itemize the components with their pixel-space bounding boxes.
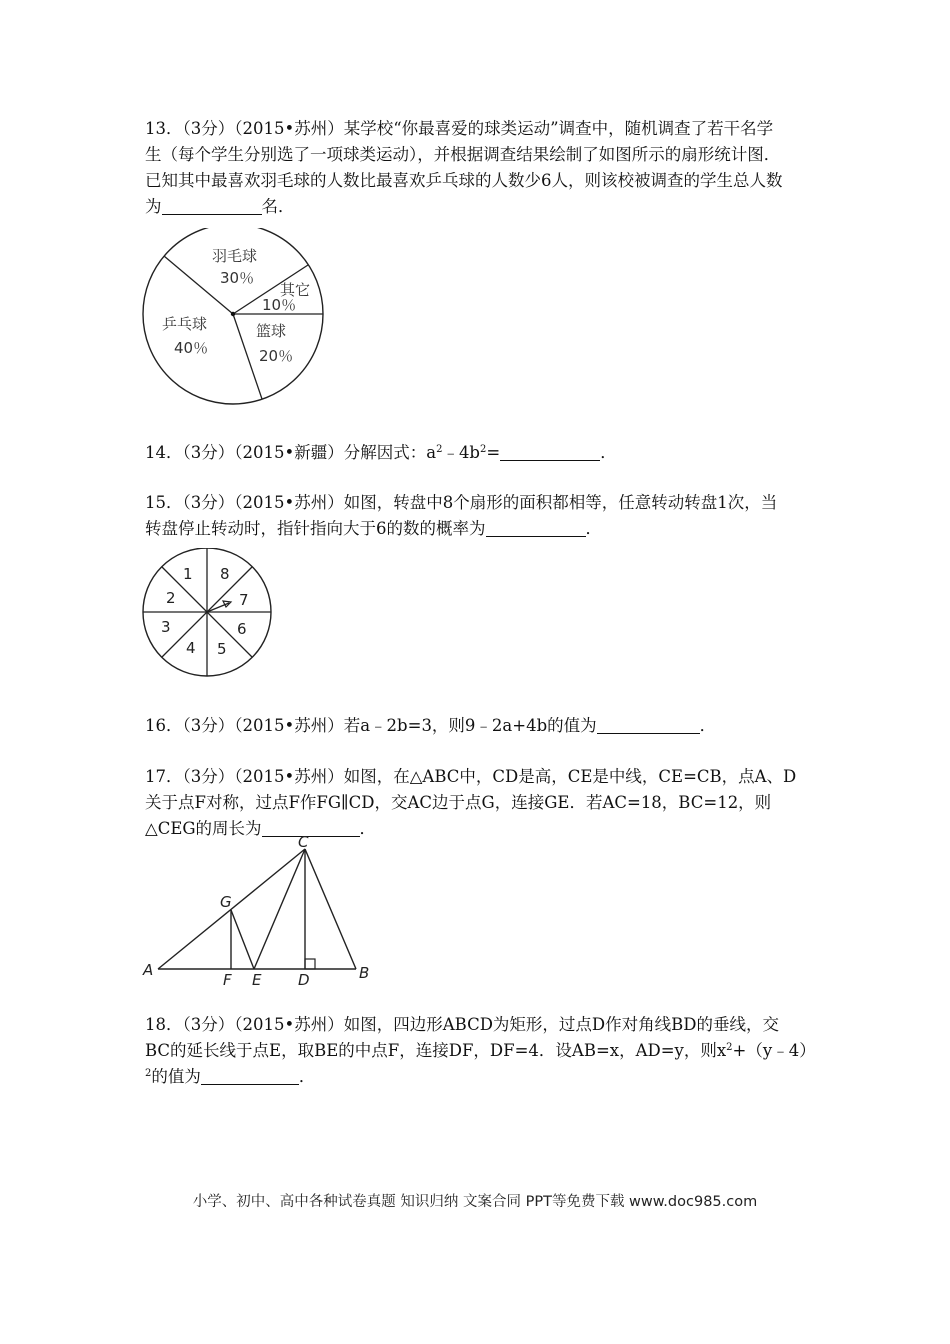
pie-pct-pingpong: 40％ <box>174 339 209 357</box>
q17-line3-pre: △CEG的周长为 <box>145 819 262 838</box>
q18-line1: 18．（3分）（2015•苏州）如图，四边形ABCD为矩形，过点D作对角线BD的垂线，交 <box>145 1015 780 1034</box>
q16-line1 <box>145 713 810 739</box>
q14-text-mid: ﹣4b <box>442 443 480 462</box>
label-g: G <box>220 893 232 911</box>
answer-blank-14[interactable] <box>500 442 600 461</box>
q13-line4 <box>145 194 810 220</box>
question-15 <box>145 490 810 542</box>
question-13 <box>145 116 810 220</box>
right-angle-marker <box>305 959 315 969</box>
spinner-number-7: 7 <box>239 591 249 609</box>
q13-line3: 已知其中最喜欢羽毛球的人数比最喜欢乒乓球的人数少6人，则该校被调查的学生总人数 <box>145 171 783 190</box>
q18-line3 <box>145 1064 810 1090</box>
q13-line4-post: 名． <box>261 197 295 216</box>
q14-text-post: ． <box>600 443 617 462</box>
page-footer: 小学、初中、高中各种试卷真题 知识归纳 文案合同 PPT等免费下载 www.doc985.com <box>192 1194 758 1210</box>
spinner-figure <box>140 548 280 684</box>
q18-line3-post: ． <box>298 1067 316 1086</box>
q15-line2 <box>145 516 810 542</box>
q14-equals: = <box>486 443 501 462</box>
q13-line2: 生（每个学生分别选了一项球类运动），并根据调查结果绘制了如图所示的扇形统计图． <box>145 145 781 164</box>
question-14 <box>145 440 810 466</box>
pie-label-badminton: 羽毛球 <box>212 247 258 265</box>
question-16 <box>145 713 810 739</box>
segment-cb <box>305 849 356 969</box>
spinner-number-5: 5 <box>217 640 227 658</box>
label-c: C <box>298 833 309 851</box>
spinner-number-8: 8 <box>220 565 230 583</box>
question-18 <box>145 1012 816 1090</box>
answer-blank-16[interactable] <box>597 715 700 734</box>
q17-line2: 关于点F对称，过点F作FG∥CD，交AC边于点G，连接GE．若AC=18，BC=12，则 <box>145 793 772 812</box>
q18-line3-pre: 的值为 <box>151 1067 201 1086</box>
spinner-number-1: 1 <box>183 565 193 583</box>
q18-exponent-2: 2 <box>145 1068 152 1079</box>
spinner-number-4: 4 <box>186 639 196 657</box>
answer-blank-13[interactable] <box>162 196 262 215</box>
triangle-figure <box>140 830 380 995</box>
pie-pct-badminton: 30％ <box>220 269 255 287</box>
q15-line1: 15．（3分）（2015•苏州）如图，转盘中8个扇形的面积都相等，任意转动转盘1次，当 <box>145 493 778 512</box>
q16-text-post: ． <box>699 716 717 735</box>
q18-line2 <box>145 1038 816 1064</box>
label-e: E <box>252 971 262 989</box>
answer-blank-18[interactable] <box>201 1066 299 1085</box>
pie-center-dot <box>231 312 235 316</box>
label-d: D <box>298 971 310 989</box>
q14-exponent-2: 2 <box>480 444 487 455</box>
pie-label-other: 其它 <box>280 281 311 299</box>
segment-ge <box>231 910 254 969</box>
q15-line2-post: ． <box>585 519 602 538</box>
q18-line2-post: +（y﹣4） <box>732 1041 816 1060</box>
q14-exponent-1: 2 <box>436 444 443 455</box>
pie-label-basketball: 篮球 <box>256 322 287 340</box>
q13-line1: 13．（3分）（2015•苏州）某学校“你最喜爱的球类运动”调查中，随机调查了若干名学 <box>145 119 774 138</box>
q17-line1: 17．（3分）（2015•苏州）如图，在△ABC中，CD是高，CE是中线，CE=CB，点A、D <box>145 767 797 786</box>
label-a: A <box>143 961 154 979</box>
pie-chart-figure <box>140 228 330 408</box>
q15-line2-pre: 转盘停止转动时，指针指向大于6的数的概率为 <box>145 519 486 538</box>
spinner-number-6: 6 <box>237 620 247 638</box>
label-f: F <box>223 971 232 989</box>
pie-pct-other: 10％ <box>262 296 297 314</box>
q16-text-pre: 16．（3分）（2015•苏州）若a﹣2b=3，则9﹣2a+4b的值为 <box>145 716 597 735</box>
pie-pct-basketball: 20％ <box>259 347 294 365</box>
segment-ce <box>254 849 305 969</box>
q18-line2-pre: BC的延长线于点E，取BE的中点F，连接DF，DF=4．设AB=x，AD=y，则x <box>145 1041 727 1060</box>
pie-label-pingpong: 乒乓球 <box>162 315 208 333</box>
q14-line1 <box>145 440 810 466</box>
answer-blank-15[interactable] <box>486 518 586 537</box>
spinner-number-3: 3 <box>161 618 171 636</box>
q14-text-pre: 14．（3分）（2015•新疆）分解因式：a <box>145 443 437 462</box>
label-b: B <box>359 964 370 982</box>
q17-line3-post: ． <box>359 819 377 838</box>
q13-line4-pre: 为 <box>145 197 162 216</box>
spinner-number-2: 2 <box>166 589 176 607</box>
q18-exponent-1: 2 <box>726 1042 733 1053</box>
